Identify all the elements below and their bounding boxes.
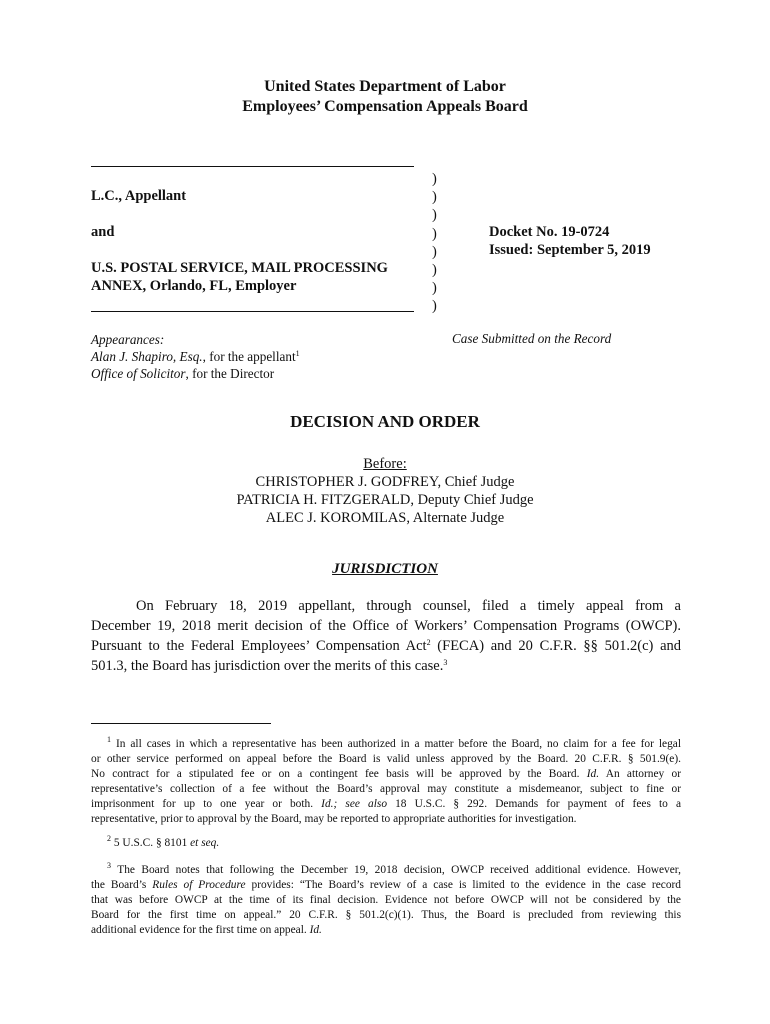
caption-and: and: [91, 224, 115, 240]
director-representative: [91, 365, 300, 382]
paren: ): [432, 225, 437, 242]
fn-text: et seq.: [190, 837, 220, 849]
footnote-ref-2[interactable]: 2: [426, 638, 431, 647]
para-line: December 19, 2018 merit decision of the Office of Workers’ Compensation Programs (OWCP).: [91, 618, 681, 634]
decision-title: DECISION AND ORDER: [290, 412, 480, 431]
caption-bottom-rule: [91, 311, 414, 312]
judge-deputy: PATRICIA H. FITZGERALD, Deputy Chief Judge: [236, 492, 534, 508]
fn-line: or other service performed on appeal before the Board is valid unless approved by the Board. 20 C.F.R. § 501.9(e).: [91, 753, 681, 765]
paren: ): [432, 298, 437, 315]
caption-top-rule: [91, 166, 414, 167]
footnote-number: 3: [107, 861, 111, 870]
para-text: (FECA) and 20 C.F.R. §§ 501.2(c) and: [430, 638, 682, 654]
paren: ): [432, 243, 437, 260]
fn-text: additional evidence for the first time on appeal.: [91, 924, 310, 936]
fn-text: Id.: [586, 768, 600, 780]
fn-text: The Board notes that following the December 19, 2018 decision, OWCP received additional evidence. However,: [111, 864, 681, 876]
before-label: Before:: [363, 456, 407, 472]
footnote-number: 2: [107, 834, 111, 843]
fn-line: [91, 836, 681, 851]
director-role: , for the Director: [185, 366, 275, 381]
fn-line: [91, 863, 681, 878]
footnote-ref-1[interactable]: 1: [295, 349, 300, 358]
footnote-rule: [91, 723, 271, 724]
fn-line: [91, 797, 681, 812]
fn-text: 18 U.S.C. § 292. Demands for payment of fees to a: [387, 798, 681, 810]
appellant-representative: [91, 348, 300, 365]
paren: ): [432, 261, 437, 278]
fn-text: An attorney or: [599, 768, 682, 780]
case-submitted: Case Submitted on the Record: [452, 331, 612, 346]
appearances-label: Appearances:: [91, 332, 165, 347]
agency-title: United States Department of Labor: [264, 78, 506, 95]
paren: ): [432, 189, 437, 206]
rep-name: Alan J. Shapiro, Esq.: [91, 349, 203, 364]
para-line: [91, 656, 681, 676]
fn-text: In all cases in which a representative has been authorized in a matter before the Board, no claim for a fee for legal: [111, 738, 681, 750]
appellant-name: L.C., Appellant: [91, 188, 187, 204]
fn-line: Board for the first time on appeal.” 20 C.F.R. § 501.2(c)(1). Thus, the Board is precluded from reviewing this: [91, 909, 681, 921]
fn-text: Id.: [309, 924, 322, 936]
paren: ): [432, 207, 437, 224]
jurisdiction-paragraph: [91, 596, 681, 676]
para-line: On February 18, 2019 appellant, through counsel, filed a timely appeal from a: [136, 598, 681, 614]
fn-line: representative’s collection of a fee without the Board’s approval may constitute a misdemeanor, subject to fine or: [91, 783, 681, 795]
board-title: Employees’ Compensation Appeals Board: [242, 98, 528, 115]
fn-line: [91, 737, 681, 752]
appearances-block: [91, 331, 300, 382]
para-text: Pursuant to the Federal Employees’ Compensation Act: [91, 638, 427, 654]
fn-text: the Board’s: [91, 879, 153, 891]
para-line: [91, 636, 681, 656]
footnote-2: [91, 836, 681, 851]
fn-text: No contract for a stipulated fee or on a contingent fee basis will be approved by the Board.: [91, 768, 587, 780]
director-name: Office of Solicitor: [91, 366, 186, 381]
judge-alternate: ALEC J. KOROMILAS, Alternate Judge: [265, 510, 505, 526]
paren: ): [432, 280, 437, 297]
para-text: 501.3, the Board has jurisdiction over the merits of this case.: [91, 658, 444, 674]
docket-number: Docket No. 19-0724: [489, 224, 610, 240]
footnote-1: [91, 737, 681, 827]
panel-block: [0, 455, 770, 527]
fn-text: Rules of Procedure: [152, 879, 246, 891]
paren: ): [432, 171, 437, 187]
employer-line-2: ANNEX, Orlando, FL, Employer: [91, 278, 297, 294]
fn-line: [91, 923, 681, 938]
caption-parentheses: [432, 170, 437, 316]
footnote-3: [91, 863, 681, 938]
issued-date: Issued: September 5, 2019: [489, 242, 651, 258]
fn-line: [91, 878, 681, 893]
rep-role: , for the appellant: [202, 349, 296, 364]
jurisdiction-heading: JURISDICTION: [332, 561, 438, 577]
employer-line-1: U.S. POSTAL SERVICE, MAIL PROCESSING: [91, 260, 388, 276]
footnote-number: 1: [107, 735, 111, 744]
fn-text: provides: “The Board’s review of a case is limited to the evidence in the case record: [245, 879, 682, 891]
fn-text: imprisonment for up to one year or both.: [91, 798, 322, 810]
fn-line: representative, prior to approval by the Board, may be reported to appropriate authorities for investigation.: [91, 813, 577, 825]
fn-text: 5 U.S.C. § 8101: [111, 837, 191, 849]
fn-line: [91, 767, 681, 782]
fn-line: that was before OWCP at the time of its final decision. Evidence not before OWCP will not be considered by the: [91, 894, 681, 906]
judge-chief: CHRISTOPHER J. GODFREY, Chief Judge: [255, 474, 515, 490]
footnote-ref-3[interactable]: 3: [443, 658, 448, 667]
fn-text: Id.; see also: [321, 798, 388, 810]
